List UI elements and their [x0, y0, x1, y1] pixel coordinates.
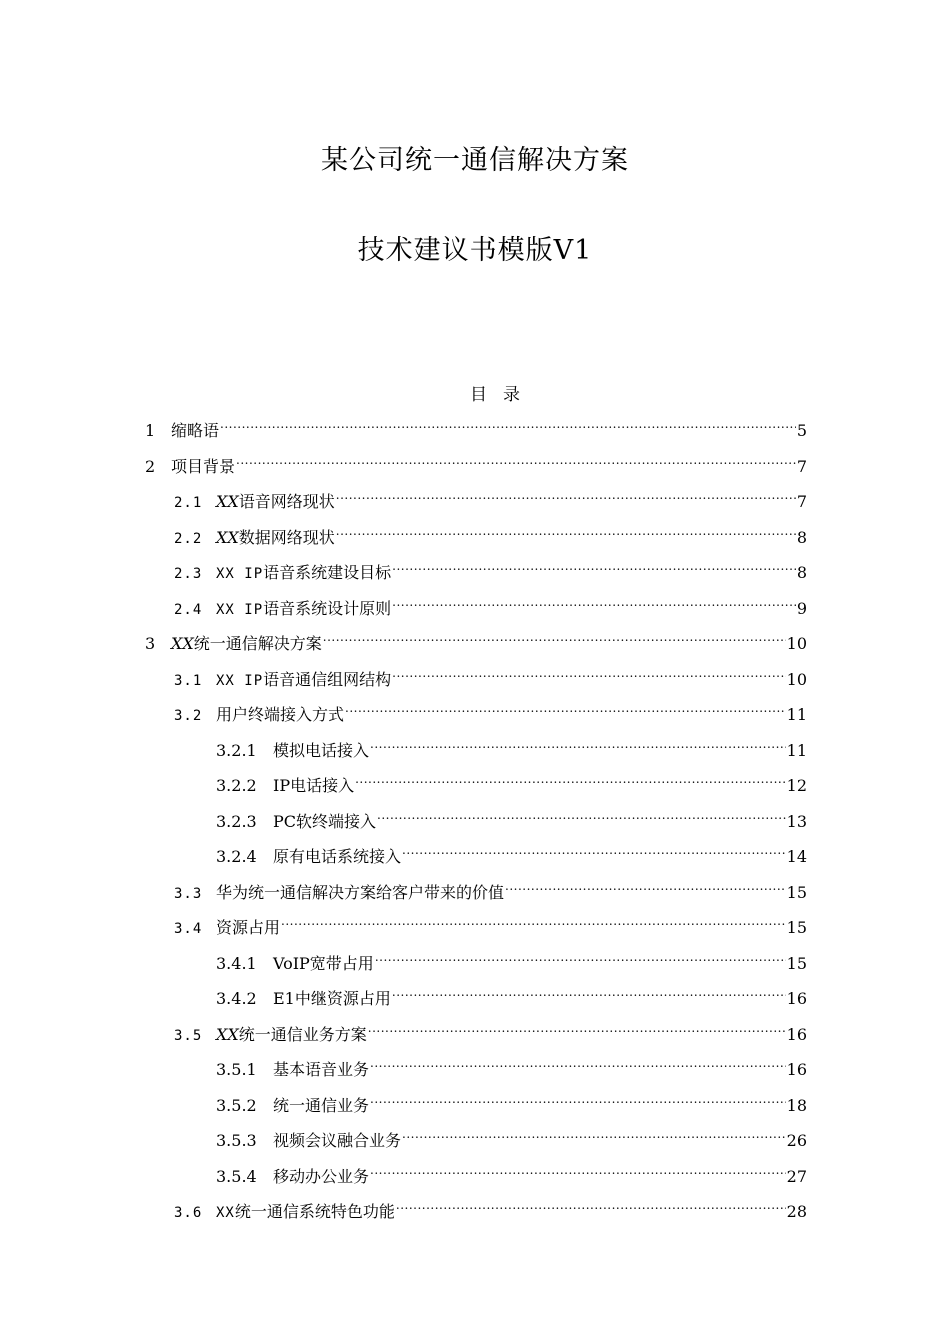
toc-entry-label: 模拟电话接入	[273, 740, 370, 760]
toc-entry-number: 3.2.2	[216, 776, 257, 795]
toc-entry[interactable]	[216, 1085, 807, 1115]
toc-entry-number: 3.2.4	[216, 847, 257, 866]
toc-dot-leader	[402, 836, 786, 862]
toc-entry-label: 项目背景	[171, 456, 236, 476]
toc-entry-prefix: XX	[216, 492, 239, 511]
toc-dot-leader	[375, 943, 786, 969]
toc-dot-leader	[370, 1049, 786, 1075]
toc-entry[interactable]	[216, 1120, 807, 1150]
toc-entry-title	[171, 418, 219, 444]
toc-entry-label: 数据网络现状	[238, 527, 335, 547]
toc-entry-title	[216, 560, 391, 587]
toc-entry-page-number: 15	[786, 918, 807, 937]
toc-entry[interactable]	[216, 801, 807, 831]
toc-entry-page-number: 9	[796, 598, 807, 618]
toc-entry-prefix: XX IP	[216, 566, 264, 582]
toc-entry[interactable]	[174, 694, 807, 724]
toc-entry-page-number: 12	[786, 776, 807, 795]
toc-entry-title	[273, 738, 369, 764]
toc-entry-label: 统一通信业务方案	[238, 1024, 367, 1044]
toc-entry-title	[216, 525, 335, 551]
toc-dot-leader	[336, 481, 796, 507]
toc-dot-leader	[345, 694, 786, 720]
toc-entry-label: 统一通信解决方案	[193, 634, 322, 653]
toc-entry-page-number: 14	[786, 847, 807, 866]
toc-entry-label: IP电话接入	[273, 776, 355, 795]
toc-entry-number: 3.5.1	[216, 1060, 257, 1079]
toc-entry-number: 3.5.3	[216, 1131, 257, 1150]
toc-entry-number: 3.2	[174, 708, 203, 724]
toc-entry-page-number: 13	[786, 811, 807, 831]
toc-entry[interactable]	[145, 446, 807, 476]
toc-entry-title	[216, 667, 391, 694]
toc-entry[interactable]	[216, 1049, 807, 1079]
toc-entry-title	[216, 880, 504, 906]
toc-entry-page-number: 8	[796, 563, 807, 582]
toc-entry-number: 2.2	[174, 530, 203, 547]
toc-entry-page-number: 16	[786, 989, 807, 1008]
toc-entry[interactable]	[216, 943, 807, 973]
toc-dot-leader	[370, 730, 786, 756]
toc-entry-label: 华为统一通信解决方案给客户带来的价值	[216, 882, 505, 902]
toc-entry-prefix: XX	[216, 1205, 235, 1221]
toc-entry-label: VoIP宽带占用	[273, 953, 374, 973]
toc-dot-leader	[370, 1085, 786, 1111]
toc-entry-title	[171, 454, 235, 480]
toc-entry-number: 3.3	[174, 885, 203, 902]
toc-dot-leader	[323, 623, 786, 649]
toc-entry-page-number: 7	[796, 456, 807, 476]
toc-entry-title	[216, 1199, 395, 1226]
toc-entry[interactable]	[174, 659, 807, 689]
toc-dot-leader	[392, 552, 796, 578]
toc-entry-title	[273, 1128, 401, 1154]
toc-entry[interactable]	[216, 1156, 807, 1186]
toc-dot-leader	[220, 410, 796, 436]
toc-entry-label: 移动办公业务	[273, 1166, 370, 1186]
toc-entry-label: 用户终端接入方式	[216, 705, 345, 724]
toc-entry-label: 语音通信组网结构	[263, 669, 392, 689]
toc-dot-leader	[392, 978, 786, 1004]
toc-entry-number: 3.5.2	[216, 1095, 257, 1115]
toc-entry[interactable]	[174, 907, 807, 937]
toc-entry-prefix: XX IP	[216, 672, 264, 689]
toc-entry-number: 3	[145, 634, 156, 653]
toc-entry-number: 3.1	[174, 672, 203, 689]
toc-entry-title	[216, 489, 335, 515]
toc-entry-title	[273, 1093, 369, 1119]
toc-dot-leader	[392, 588, 796, 614]
toc-dot-leader	[336, 517, 796, 543]
toc-entry-title	[273, 1057, 369, 1083]
toc-entry-page-number: 8	[796, 527, 807, 547]
toc-entry-label: 原有电话系统接入	[273, 847, 402, 866]
toc-entry-page-number: 18	[786, 1095, 807, 1115]
toc-entry-number: 3.2.3	[216, 811, 257, 831]
toc-entry[interactable]	[174, 552, 807, 582]
toc-entry-number: 3.6	[174, 1205, 203, 1221]
toc-entry-label: 缩略语	[171, 421, 220, 440]
toc-entry-page-number: 7	[796, 492, 807, 511]
toc-dot-leader	[368, 1014, 786, 1040]
toc-entry[interactable]	[216, 978, 807, 1008]
toc-entry-title	[273, 951, 374, 977]
toc-entry-number: 1	[145, 421, 156, 440]
toc-entry-number: 3.4.1	[216, 953, 257, 973]
toc-entry-label: 统一通信业务	[273, 1095, 370, 1115]
toc-entry[interactable]	[174, 872, 807, 902]
toc-entry-number: 3.4.2	[216, 989, 257, 1008]
toc-heading-char-1: 目	[470, 385, 495, 405]
toc-dot-leader	[505, 872, 786, 898]
toc-entry-page-number: 15	[786, 953, 807, 973]
toc-entry[interactable]	[174, 481, 807, 511]
toc-heading-char-2: 录	[503, 385, 528, 405]
toc-entry-label: 基本语音业务	[273, 1060, 370, 1079]
toc-entry-page-number: 15	[786, 882, 807, 902]
toc-dot-leader	[355, 765, 786, 791]
toc-entry-title	[216, 596, 391, 623]
toc-entry-label: PC软终端接入	[273, 811, 377, 831]
toc-entry-number: 3.5	[174, 1027, 203, 1044]
toc-entry-title	[216, 702, 344, 728]
toc-entry-label: 语音系统设计原则	[263, 598, 392, 618]
toc-entry[interactable]	[216, 765, 807, 795]
toc-entry-title	[273, 773, 354, 799]
toc-entry-label: 资源占用	[216, 918, 281, 937]
document-subtitle: 技术建议书模版V1	[357, 235, 593, 266]
toc-entry-page-number: 28	[786, 1202, 807, 1221]
toc-dot-leader	[281, 907, 786, 933]
toc-dot-leader	[236, 446, 796, 472]
toc-entry-label: 语音系统建设目标	[263, 563, 392, 582]
toc-entry-number: 2	[145, 456, 156, 476]
toc-entry-title	[273, 844, 401, 870]
toc-dot-leader	[392, 659, 785, 685]
toc-entry-number: 3.2.1	[216, 740, 257, 760]
toc-entry-page-number: 11	[786, 740, 807, 760]
toc-entry[interactable]	[145, 410, 807, 440]
toc-entry-title	[216, 1022, 367, 1048]
toc-dot-leader	[370, 1156, 786, 1182]
toc-heading	[0, 380, 950, 405]
toc-entry-title	[171, 631, 322, 657]
toc-entry-page-number: 27	[786, 1166, 807, 1186]
toc-entry[interactable]	[174, 1014, 807, 1044]
toc-entry-page-number: 10	[786, 669, 807, 689]
toc-entry-label: E1中继资源占用	[273, 989, 391, 1008]
toc-entry-title	[273, 809, 376, 835]
toc-entry[interactable]	[145, 623, 807, 653]
toc-entry-number: 2.3	[174, 566, 203, 582]
toc-entry-page-number: 5	[796, 421, 807, 440]
toc-dot-leader	[402, 1120, 786, 1146]
toc-entry-title	[273, 986, 391, 1012]
toc-entry-page-number: 10	[786, 634, 807, 653]
toc-entry[interactable]	[174, 1191, 807, 1221]
toc-entry-page-number: 11	[786, 705, 807, 724]
toc-entry[interactable]	[174, 517, 807, 547]
toc-entry-prefix: XX IP	[216, 601, 264, 618]
toc-entry-number: 3.4	[174, 921, 203, 937]
toc-entry-number: 3.5.4	[216, 1166, 257, 1186]
toc-entry-label: 视频会议融合业务	[273, 1131, 402, 1150]
toc-entry[interactable]	[174, 588, 807, 618]
toc-entry-page-number: 16	[786, 1060, 807, 1079]
toc-entry-number: 2.4	[174, 601, 203, 618]
toc-dot-leader	[377, 801, 786, 827]
toc-entry-label: 统一通信系统特色功能	[234, 1202, 395, 1221]
toc-entry[interactable]	[216, 836, 807, 866]
toc-entry-number: 2.1	[174, 495, 203, 511]
toc-entry-page-number: 26	[786, 1131, 807, 1150]
document-title: 某公司统一通信解决方案	[321, 145, 629, 176]
toc-entry-prefix: XX	[216, 527, 239, 547]
toc-entry-page-number: 16	[786, 1024, 807, 1044]
toc-entry-title	[216, 915, 280, 941]
toc-dot-leader	[396, 1191, 786, 1217]
toc-entry[interactable]	[216, 730, 807, 760]
toc-entry-label: 语音网络现状	[238, 492, 335, 511]
toc-entry-prefix: XX	[216, 1024, 239, 1044]
toc-entry-prefix: XX	[171, 634, 194, 653]
toc-entry-title	[273, 1164, 369, 1190]
